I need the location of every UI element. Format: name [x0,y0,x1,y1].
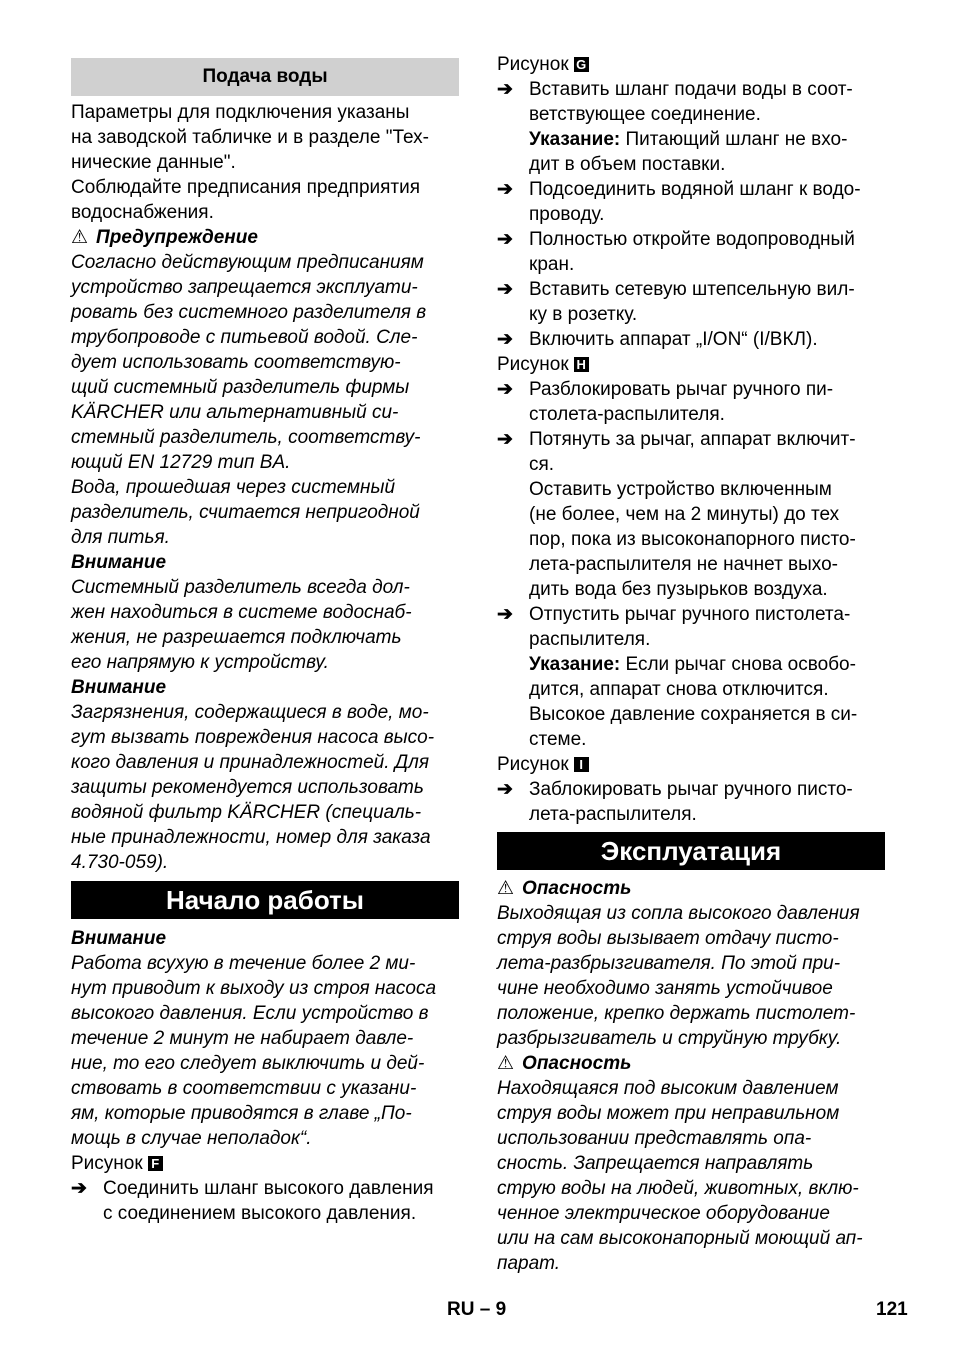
text-line: (не более, чем на 2 минуты) до тех [529,504,840,525]
section-heading-water-supply: Подача воды [71,58,459,96]
text-line: ющий EN 12729 тип BA. [71,452,291,473]
text-line: Системный разделитель всегда дол- [71,577,410,598]
step-unlock-lever [497,377,885,427]
arrow-right-icon: ➔ [497,179,513,200]
text-line: высокого давления. Если устройство в [71,1003,429,1024]
text-line: защиты рекомендуется использовать [71,777,424,798]
text-line: ние, то его следует выключить и дей- [71,1053,425,1074]
text-line: для питья. [71,527,170,548]
arrow-right-icon: ➔ [497,329,513,350]
warning-text [71,250,459,550]
figure-reference-h [497,352,885,377]
step-open-tap [497,227,885,277]
step-text [529,77,885,127]
text-line: Загрязнения, содержащиеся в воде, мо- [71,702,429,723]
text-line: ровать без системного разделителя в [71,302,427,323]
text-line: его напрямую к устройству. [71,652,329,673]
text-line: Потянуть за рычаг, аппарат включит- [529,429,856,450]
step-text [529,227,885,277]
arrow-right-icon: ➔ [497,429,513,450]
text-line: ку в розетку. [529,304,638,325]
caution-title-3: Внимание [71,928,167,949]
text-line: лета-разбрызгивателя. По этой при- [497,953,841,974]
footer-page-number: 121 [876,1299,908,1320]
text-line: ченное электрическое оборудование [497,1203,830,1224]
note-pressure [529,702,885,752]
text-line: кого давления и принадлежностей. Для [71,752,430,773]
section-heading-start: Начало работы [71,881,459,919]
text-line: гут вызвать повреждения насоса высо- [71,727,435,748]
step-connect-hp-hose [71,1176,459,1226]
step-text [529,277,885,327]
note-supply-hose: Указание: Питающий шланг не вхо- дит в объем поставки. [529,129,848,175]
text-line: разбрызгиватель и струйную трубку. [497,1028,842,1049]
danger-title-2: ⚠ Опасность [497,1053,632,1074]
text-line: водоснабжения. [71,202,214,223]
text-line: мощь в случае неполадок“. [71,1128,312,1149]
arrow-right-icon: ➔ [497,379,513,400]
text-line: Соблюдайте предписания предприятия [71,177,421,198]
step-insert-supply-hose [497,77,885,177]
arrow-right-icon: ➔ [71,1178,87,1199]
text-line: жения, не разрешается подключать [71,627,402,648]
text-line: Заблокировать рычаг ручного писто- [529,779,853,800]
text-line: струя воды может при неправильном [497,1103,840,1124]
warning-title-text: Предупреждение [96,227,258,248]
arrow-right-icon: ➔ [497,279,513,300]
warning-title [71,225,459,250]
text-line: чине необходимо занять устойчивое [497,978,833,999]
figure-reference-f [71,1151,459,1176]
text-line: с соединением высокого давления. [103,1203,417,1224]
left-column [71,58,459,1226]
text-line: Вода, прошедшая через системный [71,477,396,498]
figure-label: Рисунок [497,354,569,375]
step-lock-lever [497,777,885,827]
text-line: Находящаяся под высоким давлением [497,1078,839,1099]
text-line: распылителя. [529,629,651,650]
text-line: использовании представлять опа- [497,1128,812,1149]
arrow-right-icon: ➔ [497,779,513,800]
text-line: на заводской табличке и в разделе "Тех- [71,127,429,148]
text-line: ные принадлежности, номер для заказа [71,827,431,848]
text-line: лета-распылителя. [529,804,697,825]
text-line: Согласно действующим предписаниям [71,252,424,273]
figure-f-badge: F [148,1156,163,1171]
water-intro [71,100,459,225]
step-text [529,602,885,652]
danger-title-1: ⚠ Опасность [497,878,632,899]
text-line: стемный разделитель, соответству- [71,427,421,448]
figure-reference-i [497,752,885,777]
text-line: разделитель, считается непригодной [71,502,420,523]
footer-section-number: RU – 9 [447,1299,507,1320]
text-line: Соединить шланг высокого давления [103,1178,434,1199]
text-line: парат. [497,1253,561,1274]
text-line: кран. [529,254,575,275]
text-line: положение, крепко держать пистолет- [497,1003,856,1024]
text-line: KÄRCHER или альтернативный си- [71,402,399,423]
step-pull-lever [497,427,885,602]
text-line: дить вода без пузырьков воздуха. [529,579,828,600]
step-release-lever [497,602,885,752]
figure-g-badge: G [574,57,589,72]
text-line: столета-распылителя. [529,404,725,425]
figure-label: Рисунок [497,54,569,75]
step-switch-on [497,327,885,352]
arrow-right-icon: ➔ [497,229,513,250]
arrow-right-icon: ➔ [497,79,513,100]
danger-text-2 [497,1076,885,1276]
caution-title-1: Внимание [71,552,167,573]
text-line: стеме. [529,729,587,750]
figure-reference-g [497,52,885,77]
text-line: ся. [529,454,555,475]
text-line: устройство запрещается эксплуати- [71,277,418,298]
text-line: водяной фильтр KÄRCHER (специаль- [71,802,422,823]
step-text [529,377,885,427]
text-line: струя воды вызывает отдачу писто- [497,928,839,949]
step-text [529,327,885,352]
text-line: течение 2 минут не набирает давле- [71,1028,414,1049]
step-text [103,1176,459,1226]
text-line: Вставить шланг подачи воды в соот- [529,79,853,100]
note-release-lever: Указание: Если рычаг снова освобо- дится, аппарат снова отключится. [529,654,856,700]
text-line: Оставить устройство включенным [529,479,832,500]
step-text [529,427,885,477]
text-line: Высокое давление сохраняется в си- [529,704,858,725]
danger-text-1 [497,901,885,1051]
figure-i-badge: I [574,757,589,772]
step-connect-water-hose [497,177,885,227]
text-line: дует использовать соответствую- [71,352,401,373]
text-line: пор, пока из высоконапорного писто- [529,529,856,550]
text-line: Разблокировать рычаг ручного пи- [529,379,834,400]
text-line: или на сам высоконапорный моющий ап- [497,1228,863,1249]
text-line: Параметры для подключения указаны [71,102,410,123]
figure-label: Рисунок [71,1153,143,1174]
warning-triangle-icon: ⚠ [497,1053,515,1074]
text-line: трубопроводе с питьевой водой. Сле- [71,327,418,348]
text-line: ветствующее соединение. [529,104,761,125]
text-line: лета-распылителя не начнет выхо- [529,554,838,575]
text-line: струю воды на людей, животных, вклю- [497,1178,859,1199]
warning-triangle-icon: ⚠ [497,878,515,899]
text-line: ствовать в соответствии с указани- [71,1078,417,1099]
text-line: сность. Запрещается направлять [497,1153,814,1174]
section-heading-operation: Эксплуатация [497,832,885,870]
text-line: Полностью откройте водопроводный [529,229,855,250]
text-line: проводу. [529,204,605,225]
text-line: Выходящая из сопла высокого давления [497,903,860,924]
warning-triangle-icon: ⚠ [71,227,89,248]
text-line: щий системный разделитель фирмы [71,377,410,398]
text-line: ям, которые приводятся в главе „По- [71,1103,412,1124]
caution-text-2 [71,700,459,875]
text-line: 4.730-059). [71,852,169,873]
text-line: Подсоединить водяной шланг к водо- [529,179,861,200]
text-line: нут приводит к выходу из строя насоса [71,978,437,999]
step-text [529,177,885,227]
note-label: Указание: [529,129,621,150]
text-line: Отпустить рычаг ручного пистолета- [529,604,851,625]
text-line: Работа всухую в течение более 2 ми- [71,953,416,974]
figure-h-badge: H [574,357,589,372]
right-column [497,52,885,1276]
text-line: Вставить сетевую штепсельную вил- [529,279,855,300]
step-text-extra [529,477,885,602]
step-insert-plug [497,277,885,327]
text-line: Включить аппарат „I/ON“ (I/ВКЛ). [529,329,818,350]
caution-text-1 [71,575,459,675]
text-line: нические данные". [71,152,236,173]
step-text [529,777,885,827]
text-line: жен находиться в системе водоснаб- [71,602,412,623]
figure-label: Рисунок [497,754,569,775]
note-label: Указание: [529,654,621,675]
caution-text-3 [71,951,459,1151]
arrow-right-icon: ➔ [497,604,513,625]
caution-title-2: Внимание [71,677,167,698]
